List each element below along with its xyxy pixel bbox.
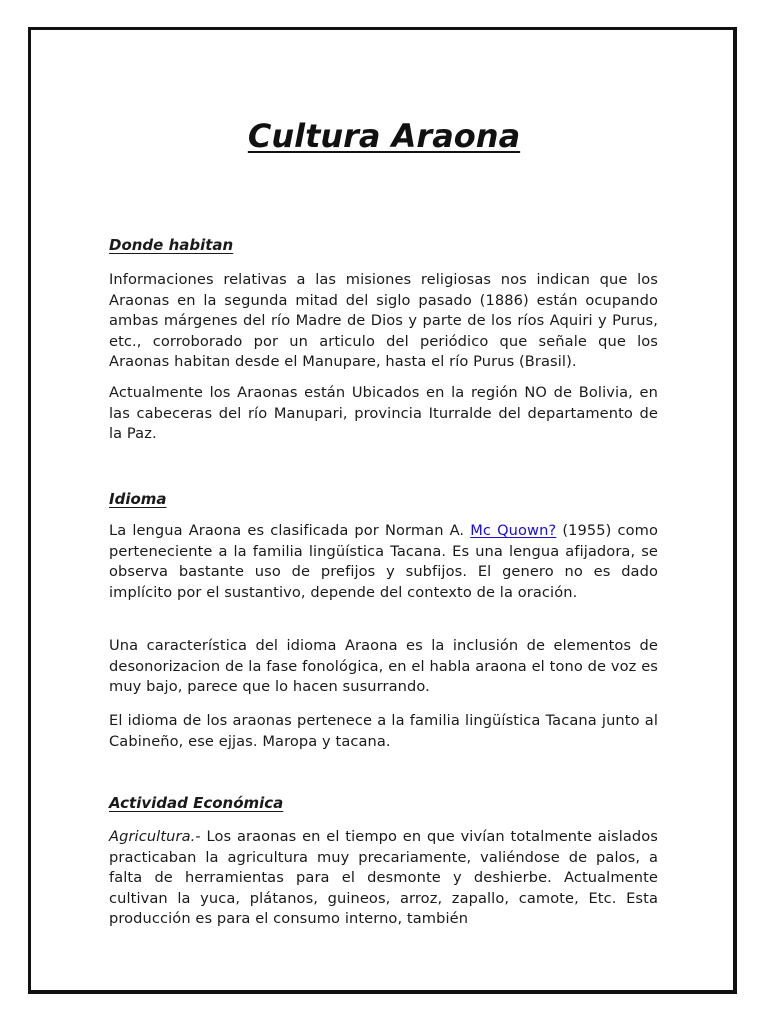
paragraph-donde-habitan-2: Actualmente los Araonas están Ubicados en la región NO de Bolivia, en las cabeceras del río Manupari, provincia Iturralde del departamento de la Paz. [109,384,658,443]
section-heading-idioma: Idioma [109,490,167,508]
paragraph-idioma-2: Una característica del idioma Araona es la inclusión de elementos de desonorizacion de la fase fonológica, en el habla araona el tono de voz es muy bajo, parece que lo hacen susurrando. [109,637,658,696]
paragraph-text: - Los araonas en el tiempo en que vivían totalmente aislados practicaban la agricultura muy precariamente, valiéndose de palos, a falta de herramientas para el desmonte y deshierbe. Actualmente cultivan la yuca, plátanos, guineos, arroz, zapallo, camote, Etc. Esta producción es para el consumo interno, también [109,828,658,928]
paragraph-idioma-1 [109,521,658,603]
paragraph-donde-habitan-1: Informaciones relativas a las misiones religiosas nos indican que los Araonas en la segunda mitad del siglo pasado (1886) están ocupando ambas márgenes del río Madre de Dios y parte de los ríos Aquiri y Purus, etc., corroborado por un articulo del periódico que señale que los Araonas habitan desde el Manupare, hasta el río Purus (Brasil). [109,271,658,371]
paragraph-agricultura [109,827,658,930]
paragraph-text: La lengua Araona es clasificada por Norman A. [109,522,471,539]
document-title: Cultura Araona [247,117,521,155]
paragraph-text: (1955) como perteneciente a la familia lingüística Tacana. Es una lengua afijadora, se observa bastante uso de prefijos y subfijos. El genero no es dado implícito por el sustantivo, depende del contexto de la oración. [109,522,658,601]
section-heading-actividad-economica: Actividad Económica [109,794,284,812]
section-heading-donde-habitan: Donde habitan [109,236,234,254]
mc-quown-link[interactable]: Mc Quown? [470,522,557,539]
agricultura-label: Agricultura. [109,828,196,845]
paragraph-idioma-3: El idioma de los araonas pertenece a la familia lingüística Tacana junto al Cabineño, ese ejjas. Maropa y tacana. [109,712,658,750]
